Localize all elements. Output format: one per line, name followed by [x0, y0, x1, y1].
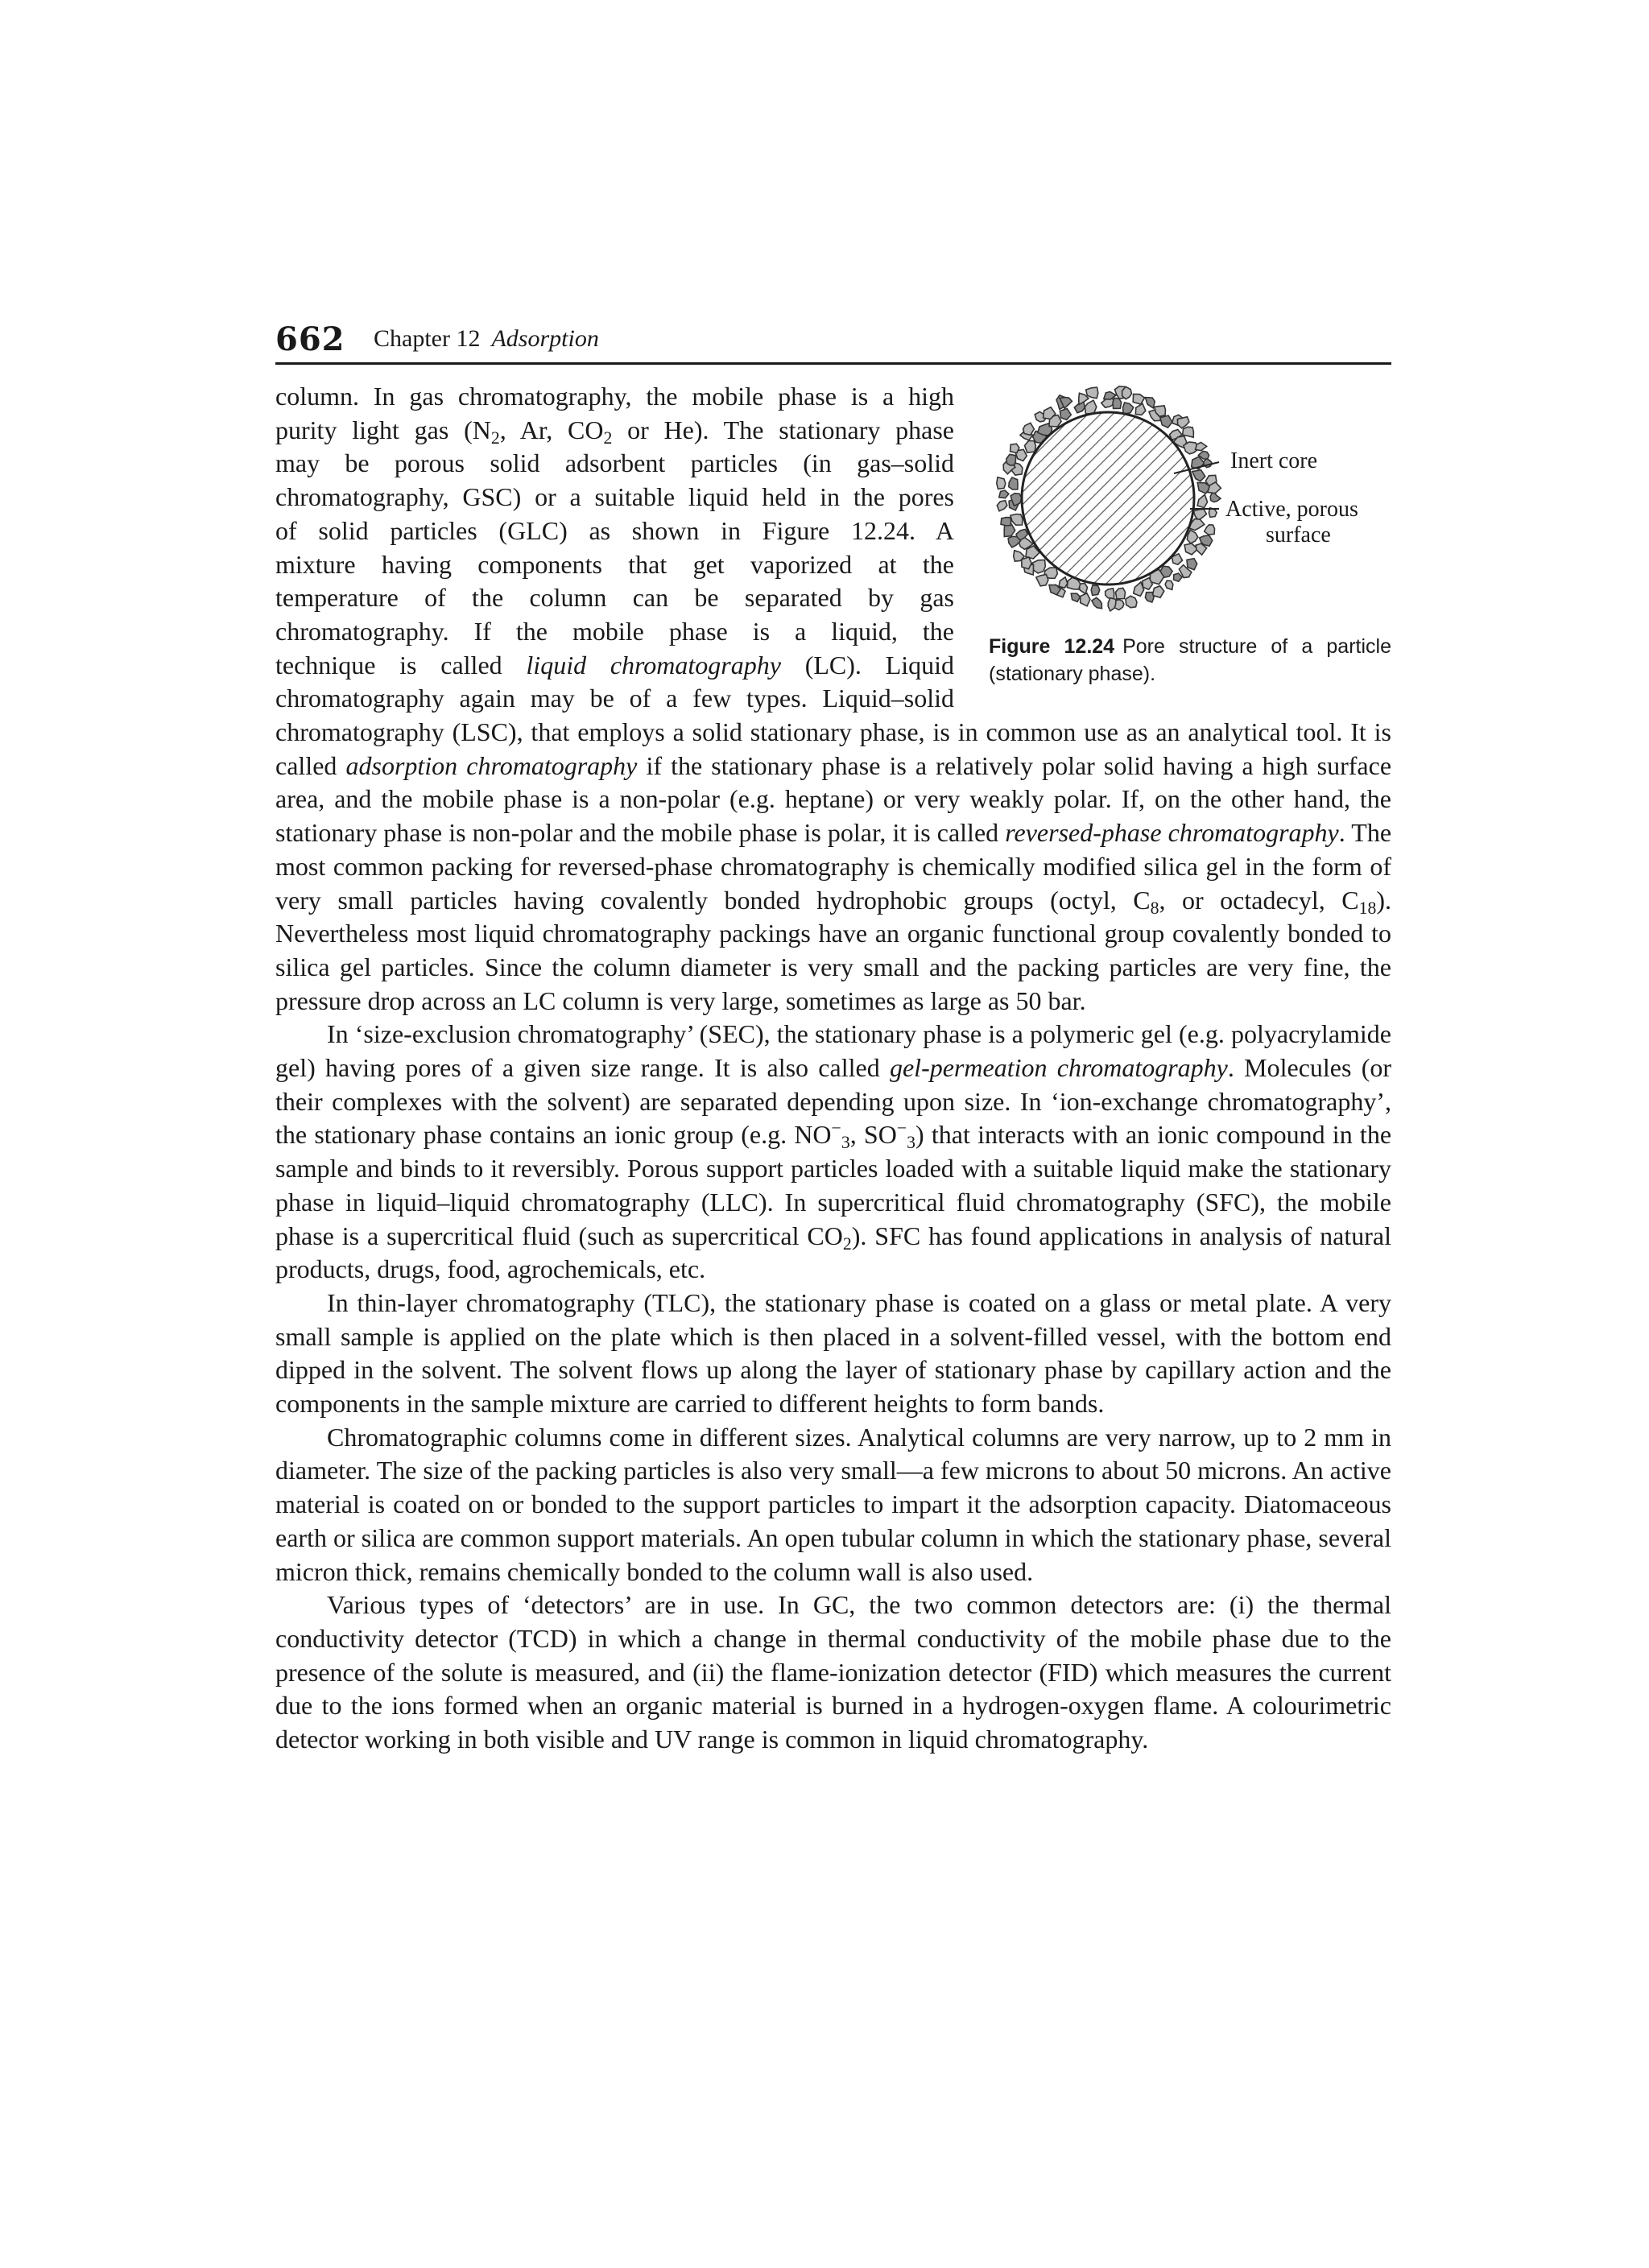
- pore-granule: [1086, 387, 1098, 399]
- pore-granule: [1205, 525, 1215, 535]
- pore-granule: [999, 490, 1009, 498]
- text-line: chromatography. If the mobile phase is a liquid, the: [275, 616, 954, 646]
- pore-granule: [1091, 585, 1100, 596]
- paragraph-5: Various types of ‘detectors’ are in use. In GC, the two common detectors are: (i) the thermal conductivity detector (TCD) in which a change in thermal conductivity of the mobile phase due to the presence of the solute is measured, and (ii) the flame-ionization detector (FID) which measures the current due to the ions formed when an organic material is burned in a hydrogen-oxygen flame. A colourimetric detector working in both visible and UV range is common in liquid chromatography.: [275, 1590, 1391, 1754]
- paragraph-2: In ‘size-exclusion chromatography’ (SEC), the stationary phase is a polymeric gel (e.g. polyacrylamide gel) having pores of a given size range. It is also called gel-permeation chromatography. Molecules (or their complexes with the solvent) are separated depending upon size. In ‘ion-exchange chromatography’, the stationary phase contains an ionic group (e.g. $NO^-_3$, $SO^-_3$) that interacts with an ionic compound in the sample and binds to it reversibly. Porous support particles loaded with a suitable liquid make the stationary phase in liquid–liquid chromatography (LLC). In supercritical fluid chromatography (SFC), the mobile phase is a supercritical fluid (such as supercritical $CO_2$). SFC has found applications in analysis of natural products, drugs, food, agrochemicals, etc.: [275, 1019, 1392, 1284]
- paragraph-4: Chromatographic columns come in different sizes. Analytical columns are very narrow, up to 2 mm in diameter. The size of the packing particles is also very small—a few microns to about 50 microns. An active material is coated on or bonded to the support particles to impart it the adsorption capacity. Diatomaceous earth or silica are common support materials. An open tubular column in which the stationary phase, several micron thick, remains chemically bonded to the column wall is also used.: [275, 1422, 1391, 1586]
- pore-granule: [1160, 415, 1172, 428]
- text-line: may be porous solid adsorbent particles (in gas–solid: [275, 448, 954, 478]
- pore-granule: [1122, 386, 1132, 399]
- active-surface-label-2: surface: [1266, 523, 1331, 547]
- pore-granule: [1196, 443, 1207, 451]
- pore-granule: [1001, 518, 1011, 526]
- paragraph-1-continued: chromatography (LSC), that employs a solid stationary phase, is in common use as an analytical tool. It is called adsorption chromatography if the stationary phase is a relatively polar solid having a high surface area, and the mobile phase is a non-polar (e.g. heptane) or very weakly polar. If, on the other hand, the stationary phase is non-polar and the mobile phase is polar, it is called reversed-phase chromatography. The most common packing for reversed-phase chromatography is chemically modified silica gel in the form of very small particles having covalently bonded hydrophobic groups (octyl, $C_8$, or octadecyl, $C_{18}$). Nevertheless most liquid chromatography packings have an organic functional group covalently bonded to silica gel particles. Since the column diameter is very small and the packing particles are very fine, the pressure drop across an LC column is very large, sometimes as large as 50 bar.: [275, 717, 1392, 1015]
- pore-granule: [1036, 575, 1048, 586]
- running-head: [275, 316, 1391, 365]
- pore-granule: [1187, 559, 1197, 570]
- pore-granule: [1183, 427, 1194, 437]
- pore-granule: [1192, 470, 1205, 481]
- pore-granule: [1126, 596, 1137, 608]
- text-line: column. In gas chromatography, the mobile phase is a high: [275, 382, 954, 411]
- pore-granule: [1009, 477, 1018, 490]
- paragraph-1: [275, 380, 954, 716]
- pore-granule: [1145, 593, 1154, 602]
- paragraph-3: In thin-layer chromatography (TLC), the stationary phase is coated on a glass or metal plate. A very small sample is applied on the plate which is then placed in a solvent-filled vessel, with the bottom end dipped in the solvent. The solvent flows up along the layer of stationary phase by capillary action and the components in the sample mixture are carried to different heights to form bands.: [275, 1287, 1391, 1419]
- text-line: purity light gas ($N_2$, Ar, $CO_2$ or He). The stationary phase: [275, 415, 955, 448]
- chapter-title: Adsorption: [491, 325, 599, 352]
- pore-granule: [1092, 597, 1102, 609]
- pore-granule: [1085, 400, 1096, 414]
- pore-granule: [1197, 494, 1207, 507]
- inert-core-label: Inert core: [1230, 448, 1318, 473]
- pore-granule: [1108, 598, 1116, 611]
- pore-granule: [1008, 536, 1021, 547]
- chapter-number: Chapter 12: [374, 325, 481, 352]
- pore-granule: [1025, 441, 1036, 453]
- chapter-label: [374, 325, 599, 353]
- pore-granule: [997, 477, 1006, 490]
- pore-granule: [1032, 560, 1045, 573]
- left-column-text: [275, 380, 954, 716]
- pore-granule: [1059, 577, 1068, 588]
- pore-granule: [1145, 398, 1155, 408]
- pore-granule: [1152, 586, 1164, 598]
- text-line: chromatography, GSC) or a suitable liquid held in the pores: [275, 482, 954, 512]
- text-line: temperature of the column can be separated by gas: [275, 583, 954, 613]
- pore-granule: [1010, 514, 1023, 526]
- active-surface-label: Active, porous: [1225, 497, 1358, 522]
- figure-caption: [989, 633, 1391, 688]
- text-line: chromatography again may be of a few types. Liquid–solid: [275, 684, 954, 713]
- text-line: technique is called liquid chromatography (LC). Liquid: [275, 650, 955, 680]
- pore-granule: [1071, 593, 1080, 601]
- pore-granule: [1022, 557, 1031, 569]
- pore-granule: [1187, 530, 1197, 543]
- main-text: [275, 716, 1391, 1757]
- pore-granule: [1116, 588, 1126, 599]
- pore-granule: [1010, 444, 1019, 452]
- pore-granule: [1135, 403, 1146, 415]
- pore-granule: [1113, 398, 1122, 408]
- caption-number: Figure 12.24: [989, 635, 1115, 658]
- pore-granule: [1081, 593, 1090, 606]
- pore-granule: [997, 501, 1007, 511]
- pore-granule: [1006, 454, 1016, 465]
- caption-text: Pore structure of a particle (stationary phase).: [989, 635, 1391, 685]
- page-number: 662: [275, 320, 345, 358]
- pore-granule: [1165, 580, 1173, 589]
- text-line: mixture having components that get vaporized at the: [275, 549, 954, 579]
- inert-core: [1022, 412, 1194, 585]
- pore-granule: [1060, 409, 1071, 420]
- pore-granule: [1023, 423, 1035, 435]
- pore-granule: [1174, 573, 1183, 581]
- text-line: of solid particles (GLC) as shown in Figure 12.24. A: [275, 515, 954, 545]
- pore-granule: [1134, 582, 1144, 597]
